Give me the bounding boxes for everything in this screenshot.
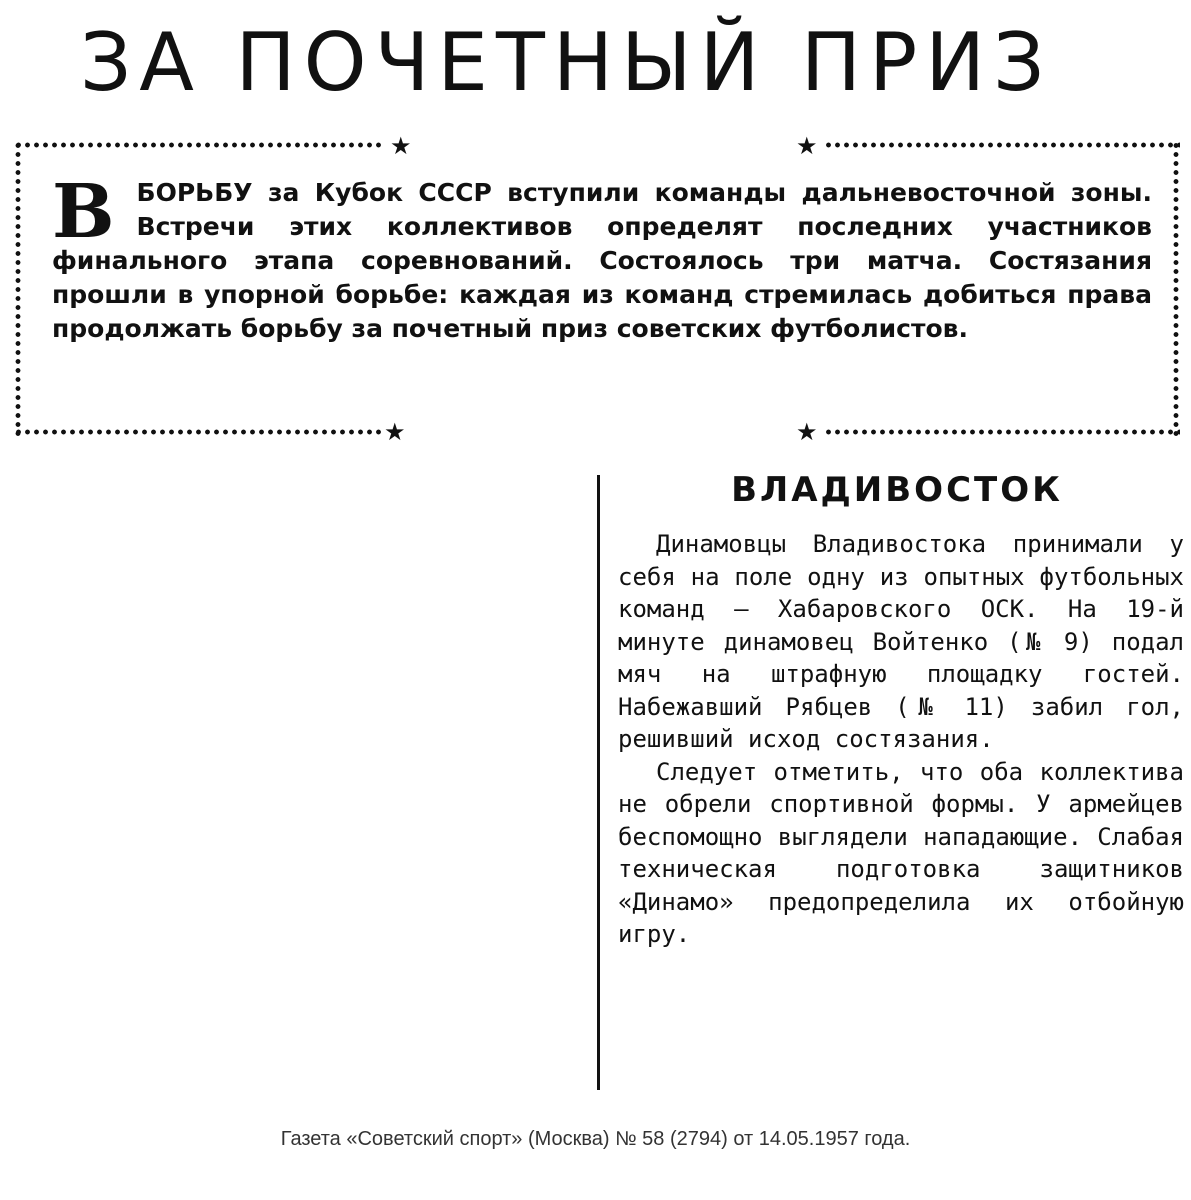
article-body <box>618 528 1184 951</box>
section-title: ВЛАДИВОСТОК <box>731 470 1063 510</box>
frame-bottom-left <box>14 428 382 436</box>
star-icon-top-right: ★ <box>796 132 818 160</box>
frame-bottom-right <box>824 428 1180 436</box>
frame-top-right <box>824 141 1180 149</box>
star-icon-top-left: ★ <box>390 132 412 160</box>
column-rule <box>597 475 600 1090</box>
star-icon-bottom-right: ★ <box>796 418 818 446</box>
frame-right <box>1172 141 1180 436</box>
article-paragraph-1: Динамовцы Владивостока принимали у себя на поле одну из опытных футбольных команд — Хабаровского ОСК. На 19-й минуте динамовец Войтенко (№ 9) подал мяч на штрафную площадку гостей. Набежавший Рябцев (№ 11) забил гол, решивший исход состязания. <box>618 530 1184 753</box>
lead-paragraph <box>52 169 1152 346</box>
star-icon-bottom-left: ★ <box>384 418 406 446</box>
headline: ЗА ПОЧЕТНЫЙ ПРИЗ <box>80 16 1053 109</box>
drop-cap: В <box>52 169 115 255</box>
frame-left <box>14 141 22 436</box>
frame-top-middle <box>412 133 796 141</box>
lead-text: БОРЬБУ за Кубок СССР вступили команды дальневосточной зоны. Встречи этих коллективов определят последних участников финального этапа соревнований. Состоялось три матча. Состязания прошли в упорной борьбе: каждая из команд стремилась добиться права продолжать борьбу за почетный приз советских футболистов. <box>52 178 1152 343</box>
source-caption: Газета «Советский спорт» (Москва) № 58 (2794) от 14.05.1957 года. <box>280 1128 911 1150</box>
frame-top-left <box>14 141 382 149</box>
article-paragraph-2: Следует отметить, что оба коллектива не обрели спортивной формы. У армейцев беспомощно выглядели нападающие. Слабая техническая подготовка защитников «Динамо» предопределила их отбойную игру. <box>618 757 1184 948</box>
